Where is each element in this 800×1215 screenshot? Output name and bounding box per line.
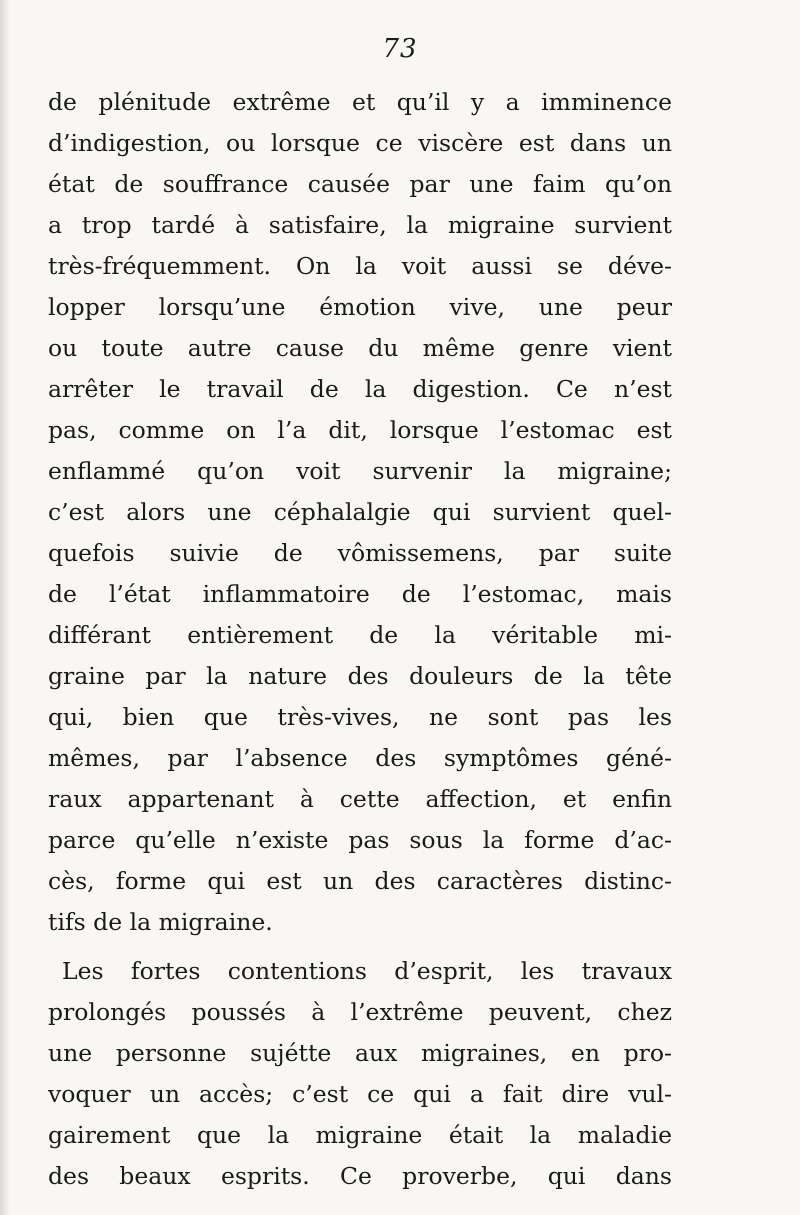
text-line: voquer un accès; c’est ce qui a fait dire vul-	[48, 1080, 672, 1108]
text-line: pas, comme on l’a dit, lorsque l’estomac est	[48, 416, 672, 444]
text-line: graine par la nature des douleurs de la tête	[48, 662, 672, 690]
text-line: mêmes, par l’absence des symptômes géné-	[48, 744, 672, 772]
page-gutter-shadow	[0, 0, 10, 1215]
text-line: c’est alors une céphalalgie qui survient quel-	[48, 498, 672, 526]
text-line: enflammé qu’on voit survenir la migraine;	[48, 457, 672, 485]
text-line: a trop tardé à satisfaire, la migraine survient	[48, 211, 672, 239]
body-text	[48, 82, 672, 1197]
text-line: parce qu’elle n’existe pas sous la forme d’ac-	[48, 826, 672, 854]
paragraph-gap	[48, 943, 672, 951]
text-line: de l’état inflammatoire de l’estomac, mais	[48, 580, 672, 608]
paragraph	[48, 951, 672, 1197]
paragraph	[48, 82, 672, 943]
text-line: Les fortes contentions d’esprit, les travaux	[62, 957, 672, 985]
text-line: état de souffrance causée par une faim qu’on	[48, 170, 672, 198]
text-line: qui, bien que très-vives, ne sont pas les	[48, 703, 672, 731]
text-line: différant entièrement de la véritable mi-	[48, 621, 672, 649]
text-line: prolongés poussés à l’extrême peuvent, chez	[48, 998, 672, 1026]
page-number: 73	[382, 34, 418, 64]
text-line: arrêter le travail de la digestion. Ce n’est	[48, 375, 672, 403]
text-line: gairement que la migraine était la maladie	[48, 1121, 672, 1149]
text-line: des beaux esprits. Ce proverbe, qui dans	[48, 1162, 672, 1190]
text-line: une personne sujétte aux migraines, en pro-	[48, 1039, 672, 1067]
text-line: très-fréquemment. On la voit aussi se déve-	[48, 252, 672, 280]
text-line: raux appartenant à cette affection, et enfin	[48, 785, 672, 813]
text-line: cès, forme qui est un des caractères distinc-	[48, 867, 672, 895]
text-line: ou toute autre cause du même genre vient	[48, 334, 672, 362]
text-line: de plénitude extrême et qu’il y a imminence	[48, 88, 672, 116]
text-line: d’indigestion, ou lorsque ce viscère est dans un	[48, 129, 672, 157]
text-line: lopper lorsqu’une émotion vive, une peur	[48, 293, 672, 321]
text-line: tifs de la migraine.	[48, 908, 273, 936]
text-line: quefois suivie de vômissemens, par suite	[48, 539, 672, 567]
